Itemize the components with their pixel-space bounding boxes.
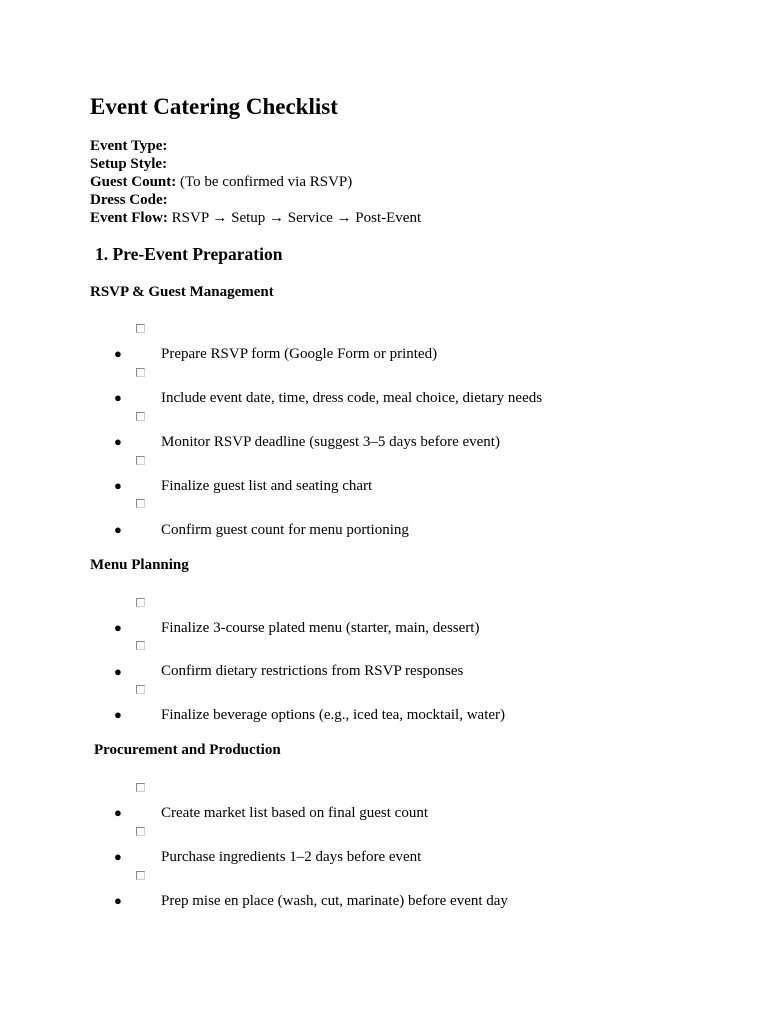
setup-style-row: [90, 155, 421, 173]
bullet-icon: ●: [114, 805, 122, 820]
checkbox[interactable]: [136, 456, 145, 465]
checkbox[interactable]: [136, 324, 145, 333]
bullet-icon: ●: [114, 893, 122, 908]
checklist-item: Confirm dietary restrictions from RSVP responses: [161, 663, 464, 679]
checklist-item: Monitor RSVP deadline (suggest 3–5 days before event): [161, 434, 500, 450]
bullet-icon: ●: [114, 620, 122, 635]
setup-style-label: Setup Style:: [90, 156, 168, 172]
checkbox[interactable]: [136, 368, 145, 377]
checkbox[interactable]: [136, 412, 145, 421]
bullet-icon: ●: [114, 664, 122, 679]
section-heading-pre-event: 1. Pre-Event Preparation: [95, 244, 283, 264]
event-flow-label: Event Flow:: [90, 210, 168, 226]
bullet-icon: ●: [114, 478, 122, 493]
bullet-icon: ●: [114, 434, 122, 449]
event-type-label: Event Type:: [90, 138, 168, 154]
event-type-row: [90, 137, 421, 155]
checklist-item: Include event date, time, dress code, meal choice, dietary needs: [161, 390, 543, 406]
checkbox[interactable]: [136, 783, 145, 792]
checkbox[interactable]: [136, 685, 145, 694]
checkbox[interactable]: [136, 827, 145, 836]
guest-count-label: Guest Count:: [90, 174, 177, 190]
dress-code-row: [90, 191, 421, 209]
bullet-icon: ●: [114, 346, 122, 361]
document-title: Event Catering Checklist: [90, 94, 338, 119]
checkbox[interactable]: [136, 598, 145, 607]
subheading-menu-planning: Menu Planning: [90, 557, 189, 573]
checkbox[interactable]: [136, 871, 145, 880]
checklist-item: Finalize guest list and seating chart: [161, 478, 373, 494]
bullet-icon: ●: [114, 849, 122, 864]
guest-count-row: [90, 173, 421, 191]
checkbox[interactable]: [136, 499, 145, 508]
checklist-item: Purchase ingredients 1–2 days before event: [161, 849, 422, 865]
checklist-item: Prep mise en place (wash, cut, marinate) before event day: [161, 893, 508, 909]
checkbox[interactable]: [136, 641, 145, 650]
checklist-item: Confirm guest count for menu portioning: [161, 522, 409, 538]
subheading-rsvp: RSVP & Guest Management: [90, 284, 274, 300]
event-details: [90, 137, 421, 227]
bullet-icon: ●: [114, 390, 122, 405]
bullet-icon: ●: [114, 522, 122, 537]
checklist-item: Create market list based on final guest count: [161, 805, 429, 821]
event-flow-row: [90, 209, 421, 227]
event-flow-value: RSVP → Setup → Service → Post-Event: [171, 210, 422, 226]
bullet-icon: ●: [114, 707, 122, 722]
checklist-item: Prepare RSVP form (Google Form or printed): [161, 346, 438, 362]
subheading-procurement: Procurement and Production: [94, 742, 281, 758]
checklist-item: Finalize beverage options (e.g., iced tea, mocktail, water): [161, 707, 506, 723]
dress-code-label: Dress Code:: [90, 192, 168, 208]
checklist-item: Finalize 3-course plated menu (starter, main, dessert): [161, 620, 480, 636]
guest-count-value: (To be confirmed via RSVP): [180, 174, 353, 190]
